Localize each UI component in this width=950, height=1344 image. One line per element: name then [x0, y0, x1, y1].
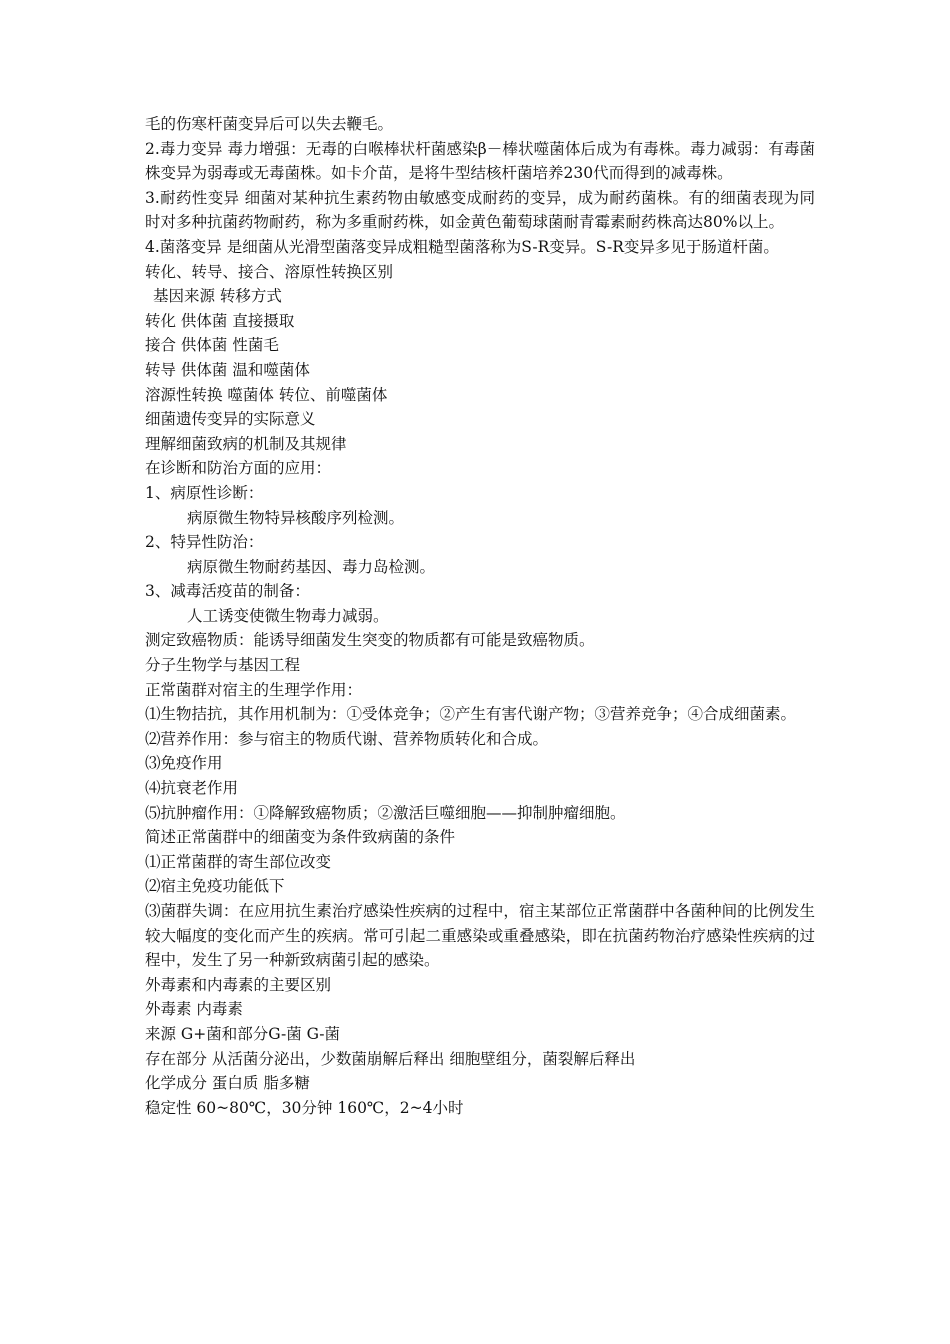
list-item: ⑷抗衰老作用	[145, 779, 239, 798]
list-item: ⑶菌群失调：在应用抗生素治疗感染性疾病的过程中，宿主某部位正常菌群中各菌种间的比例发生较大幅度的变化而产生的疾病。常可引起二重感染或重叠感染，即在抗菌药物治疗感染性疾病的过程中，发生了另一种新致病菌引起的感染。	[145, 902, 815, 970]
list-item: 2、特异性防治：	[145, 533, 264, 552]
list-item-detail: 病原微生物特异核酸序列检测。	[187, 508, 405, 527]
list-item: ⑵营养作用：参与宿主的物质代谢、营养物质转化和合成。	[145, 729, 549, 748]
paragraph-colony-variation: 4.菌落变异 是细菌从光滑型菌落变异成粗糙型菌落称为S-R变异。S-R变异多见于肠道杆菌。	[145, 237, 779, 256]
heading-toxins: 外毒素和内毒素的主要区别	[145, 975, 332, 994]
table-row: 存在部分 从活菌分泌出，少数菌崩解后释出 细胞壁组分，菌裂解后释出	[145, 1049, 636, 1068]
table-row: 稳定性 60~80℃，30分钟 160℃，2~4小时	[145, 1098, 464, 1117]
table-row: 来源 G+菌和部分G-菌 G-菌	[145, 1024, 341, 1043]
list-item-detail: 人工诱变使微生物毒力减弱。	[187, 606, 389, 625]
heading-conditional-pathogen: 简述正常菌群中的细菌变为条件致病菌的条件	[145, 828, 456, 847]
heading-molecular-biology: 分子生物学与基因工程	[145, 656, 301, 675]
list-item: ⑴生物拮抗，其作用机制为：①受体竞争；②产生有害代谢产物；③营养竞争；④合成细菌素。	[145, 705, 797, 724]
document-body	[145, 112, 815, 1120]
table-row: 溶源性转换 噬菌体 转位、前噬菌体	[145, 385, 388, 404]
list-item: ⑸抗肿瘤作用：①降解致癌物质；②激活巨噬细胞——抑制肿瘤细胞。	[145, 803, 626, 822]
table-header-gene-transfer: 基因来源 转移方式	[153, 287, 282, 306]
paragraph-virulence-variation: 2.毒力变异 毒力增强：无毒的白喉棒状杆菌感染β－棒状噬菌体后成为有毒株。毒力减弱：有毒菌株变异为弱毒或无毒菌株。如卡介苗，是将牛型结核杆菌培养230代而得到的减毒株。	[145, 139, 815, 183]
text-line: 在诊断和防治方面的应用：	[145, 459, 332, 478]
text-line: 理解细菌致病的机制及其规律	[145, 434, 347, 453]
table-row: 接合 供体菌 性菌毛	[145, 336, 279, 355]
table-row: 转化 供体菌 直接摄取	[145, 311, 295, 330]
list-item: ⑵宿主免疫功能低下	[145, 877, 285, 896]
table-row: 化学成分 蛋白质 脂多糖	[145, 1074, 310, 1093]
list-item: 3、减毒活疫苗的制备：	[145, 582, 310, 601]
heading-practical-significance: 细菌遗传变异的实际意义	[145, 410, 316, 429]
paragraph-drug-resistance: 3.耐药性变异 细菌对某种抗生素药物由敏感变成耐药的变异，成为耐药菌株。有的细菌表现为同时对多种抗菌药物耐药，称为多重耐药株，如金黄色葡萄球菌耐青霉素耐药株高达80%以上。	[145, 188, 815, 232]
list-item-detail: 病原微生物耐药基因、毒力岛检测。	[187, 557, 436, 576]
text-line: 测定致癌物质：能诱导细菌发生突变的物质都有可能是致癌物质。	[145, 631, 595, 650]
list-item: ⑴正常菌群的寄生部位改变	[145, 852, 332, 871]
list-item: ⑶免疫作用	[145, 754, 223, 773]
heading-normal-flora: 正常菌群对宿主的生理学作用：	[145, 680, 363, 699]
table-header-toxins: 外毒素 内毒素	[145, 1000, 243, 1019]
table-row: 转导 供体菌 温和噬菌体	[145, 360, 310, 379]
text-line-1: 毛的伤寒杆菌变异后可以失去鞭毛。	[145, 115, 394, 133]
heading-gene-transfer: 转化、转导、接合、溶原性转换区别	[145, 262, 394, 281]
list-item: 1、病原性诊断：	[145, 483, 264, 502]
